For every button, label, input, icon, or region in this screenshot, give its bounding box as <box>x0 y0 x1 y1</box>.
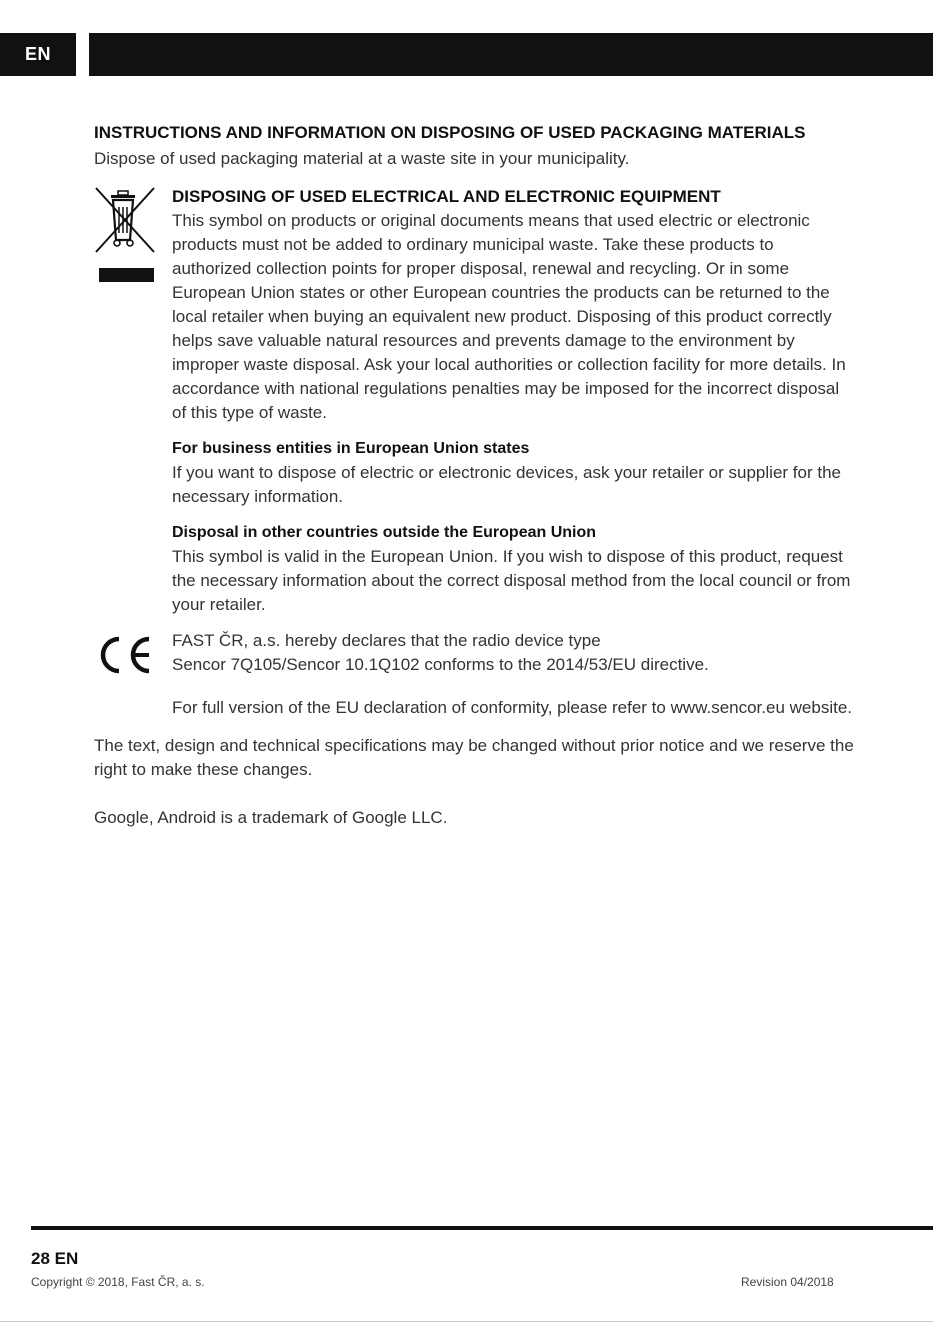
outside-eu-title: Disposal in other countries outside the European Union <box>172 524 597 541</box>
outside-eu-text: This symbol is valid in the European Union. If you wish to dispose of this product, request the necessary information about the correct disposal method from the local council or from your retailer. <box>172 547 851 614</box>
weee-title: DISPOSING OF USED ELECTRICAL AND ELECTRONIC EQUIPMENT <box>172 187 721 206</box>
trademark-notice: Google, Android is a trademark of Google LLC. <box>94 808 448 827</box>
footer-rule <box>31 1226 933 1230</box>
revision-text: Revision 04/2018 <box>741 1275 834 1289</box>
crossed-out-wheelie-bin-icon <box>94 185 156 290</box>
business-text: If you want to dispose of electric or electronic devices, ask your retailer or supplier for the necessary information. <box>172 463 841 506</box>
ce-declaration-line2: Sencor 7Q105/Sencor 10.1Q102 conforms to the 2014/53/EU directive. <box>172 655 709 674</box>
weee-text-block <box>172 185 854 617</box>
weee-section <box>94 185 854 617</box>
weee-text: This symbol on products or original documents means that used electric or electronic products must not be added to ordinary municipal waste. Take these products to authorized collection points for proper disposal, renewal and recycling. Or in some European Union states or other European countries the products can be returned to the local retailer when buying an equivalent new product. Disposing of this product correctly helps save valuable natural resources and prevents damage to the environment by improper waste disposal. Ask your local authorities or collection facility for more details. In accordance with national regulations penalties may be imposed for the incorrect disposal of this type of waste. <box>172 211 846 422</box>
packaging-title: INSTRUCTIONS AND INFORMATION ON DISPOSING OF USED PACKAGING MATERIALS <box>94 123 806 142</box>
ce-text-block <box>172 629 854 720</box>
header-bar <box>89 33 933 76</box>
copyright-text: Copyright © 2018, Fast ČR, a. s. <box>31 1275 205 1289</box>
page-content <box>94 122 854 830</box>
page-number: 28 EN <box>31 1249 79 1268</box>
language-label: EN <box>24 44 51 64</box>
packaging-text: Dispose of used packaging material at a waste site in your municipality. <box>94 149 630 168</box>
language-tab <box>0 33 76 76</box>
changes-notice: The text, design and technical specifications may be changed without prior notice and we reserve the right to make these changes. <box>94 736 854 779</box>
page-bottom-edge <box>0 1321 933 1322</box>
ce-full-version: For full version of the EU declaration of conformity, please refer to www.sencor.eu website. <box>172 698 852 717</box>
business-title: For business entities in European Union states <box>172 440 530 457</box>
ce-mark-icon <box>97 635 153 680</box>
ce-declaration-line1: FAST ČR, a.s. hereby declares that the radio device type <box>172 631 601 650</box>
ce-section <box>94 629 854 720</box>
